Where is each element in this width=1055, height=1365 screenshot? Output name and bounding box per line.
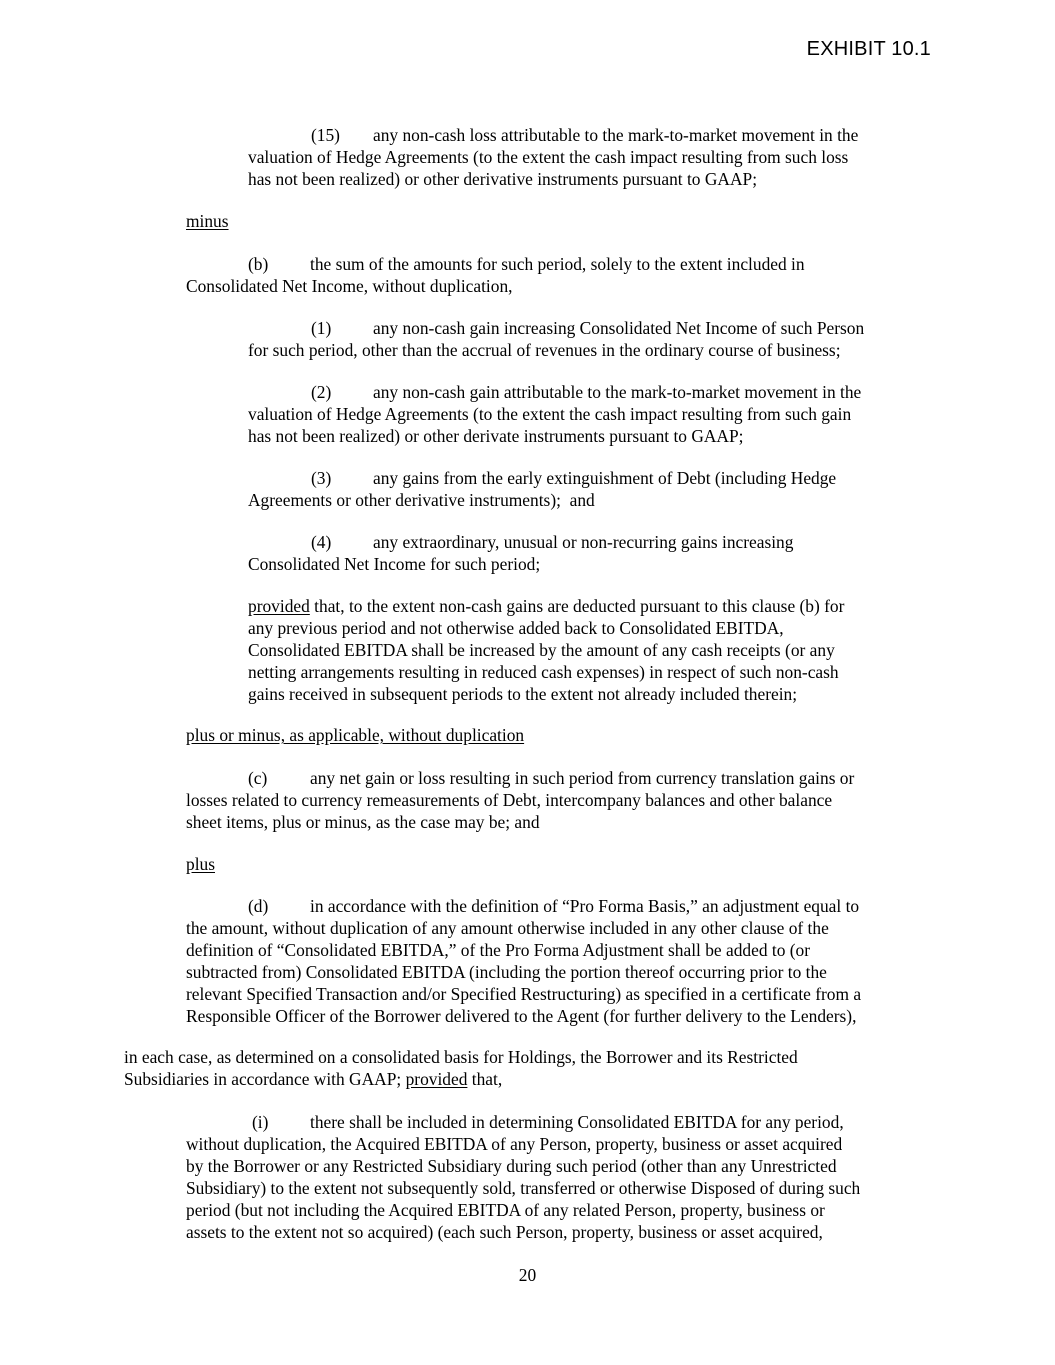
plus-heading: plus	[186, 854, 215, 874]
clause-number: (i)	[252, 1112, 269, 1132]
clause-15-line-3: has not been realized) or other derivative instruments pursuant to GAAP;	[248, 169, 758, 189]
clause-4-line-2: Consolidated Net Income for such period;	[248, 554, 541, 574]
clause-b-line-1	[248, 254, 805, 276]
minus-heading: minus	[186, 211, 229, 231]
proviso-line-4: netting arrangements resulting in reduced cash expenses) in respect of such non-cash	[248, 662, 839, 682]
clause-text: any non-cash gain increasing Consolidated Net Income of such Person	[373, 318, 865, 338]
clause-d-line-2: the amount, without duplication of any amount otherwise included in any other clause of the	[186, 918, 829, 938]
clause-text: there shall be included in determining Consolidated EBITDA for any period,	[310, 1112, 844, 1132]
page-number: 20	[518, 1265, 537, 1285]
clause-text: any non-cash loss attributable to the mark-to-market movement in the	[373, 125, 859, 145]
clause-2-line-1	[311, 382, 861, 404]
plus-or-minus-heading: plus or minus, as applicable, without duplication	[186, 725, 525, 745]
clause-text: any non-cash gain attributable to the mark-to-market movement in the	[373, 382, 862, 402]
clause-d-line-4: subtracted from) Consolidated EBITDA (including the portion thereof occurring prior to the	[186, 962, 827, 982]
clause-c-line-2: losses related to currency remeasurements of Debt, intercompany balances and other balance	[186, 790, 833, 810]
clause-i-line-4: Subsidiary) to the extent not subsequently sold, transferred or otherwise Disposed of during such	[186, 1178, 861, 1198]
proviso-line-1	[248, 596, 844, 618]
proviso-line-2: any previous period and not otherwise added back to Consolidated EBITDA,	[248, 618, 784, 638]
each-case-line-2	[124, 1069, 502, 1091]
clause-15-line-1	[311, 125, 858, 147]
provided-term: provided	[248, 596, 310, 616]
proviso-line-5: gains received in subsequent periods to the extent not already included therein;	[248, 684, 798, 704]
clause-number: (15)	[311, 125, 340, 145]
clause-number: (4)	[311, 532, 332, 552]
clause-number: (c)	[248, 768, 268, 788]
clause-i-line-3: by the Borrower or any Restricted Subsidiary during such period (other than any Unrestricted	[186, 1156, 837, 1176]
each-case-text-end: that,	[467, 1069, 503, 1089]
clause-i-line-5: period (but not including the Acquired EBITDA of any related Person, property, business or	[186, 1200, 825, 1220]
clause-c-line-1	[248, 768, 854, 790]
clause-d-line-6: Responsible Officer of the Borrower delivered to the Agent (for further delivery to the Lenders),	[186, 1006, 857, 1026]
each-case-text: Subsidiaries in accordance with GAAP;	[124, 1069, 406, 1089]
clause-2-line-3: has not been realized) or other derivate instruments pursuant to GAAP;	[248, 426, 744, 446]
clause-d-line-1	[248, 896, 859, 918]
clause-number: (3)	[311, 468, 332, 488]
clause-text: in accordance with the definition of “Pro Forma Basis,” an adjustment equal to	[310, 896, 860, 916]
clause-3-line-2: Agreements or other derivative instruments); and	[248, 490, 595, 510]
clause-1-line-1	[311, 318, 864, 340]
provided-term: provided	[405, 1069, 468, 1089]
clause-c-line-3: sheet items, plus or minus, as the case may be; and	[186, 812, 540, 832]
clause-text: any extraordinary, unusual or non-recurring gains increasing	[373, 532, 794, 552]
clause-d-line-3: definition of “Consolidated EBITDA,” of the Pro Forma Adjustment shall be added to (or	[186, 940, 811, 960]
each-case-line-1: in each case, as determined on a consolidated basis for Holdings, the Borrower and its Restricted	[124, 1047, 798, 1067]
clause-number: (d)	[248, 896, 269, 916]
clause-1-line-2: for such period, other than the accrual of revenues in the ordinary course of business;	[248, 340, 841, 360]
clause-4-line-1	[311, 532, 793, 554]
clause-b-line-2: Consolidated Net Income, without duplication,	[186, 276, 513, 296]
clause-15-line-2: valuation of Hedge Agreements (to the extent the cash impact resulting from such loss	[248, 147, 849, 167]
exhibit-label: EXHIBIT 10.1	[806, 38, 931, 60]
clause-d-line-5: relevant Specified Transaction and/or Specified Restructuring) as specified in a certificate from a	[186, 984, 862, 1004]
proviso-line-3: Consolidated EBITDA shall be increased by the amount of any cash receipts (or any	[248, 640, 835, 660]
clause-3-line-1	[311, 468, 836, 490]
clause-text: any net gain or loss resulting in such period from currency translation gains or	[310, 768, 855, 788]
clause-number: (1)	[311, 318, 332, 338]
clause-i-line-1	[252, 1112, 844, 1134]
clause-number: (b)	[248, 254, 269, 274]
clause-i-line-6: assets to the extent not so acquired) (each such Person, property, business or asset acquired,	[186, 1222, 823, 1242]
clause-text: the sum of the amounts for such period, solely to the extent included in	[310, 254, 805, 274]
clause-text: any gains from the early extinguishment of Debt (including Hedge	[373, 468, 837, 488]
proviso-text: that, to the extent non-cash gains are deducted pursuant to this clause (b) for	[309, 596, 845, 616]
clause-i-line-2: without duplication, the Acquired EBITDA of any Person, property, business or asset acquired	[186, 1134, 843, 1154]
clause-2-line-2: valuation of Hedge Agreements (to the extent the cash impact resulting from such gain	[248, 404, 852, 424]
clause-number: (2)	[311, 382, 332, 402]
